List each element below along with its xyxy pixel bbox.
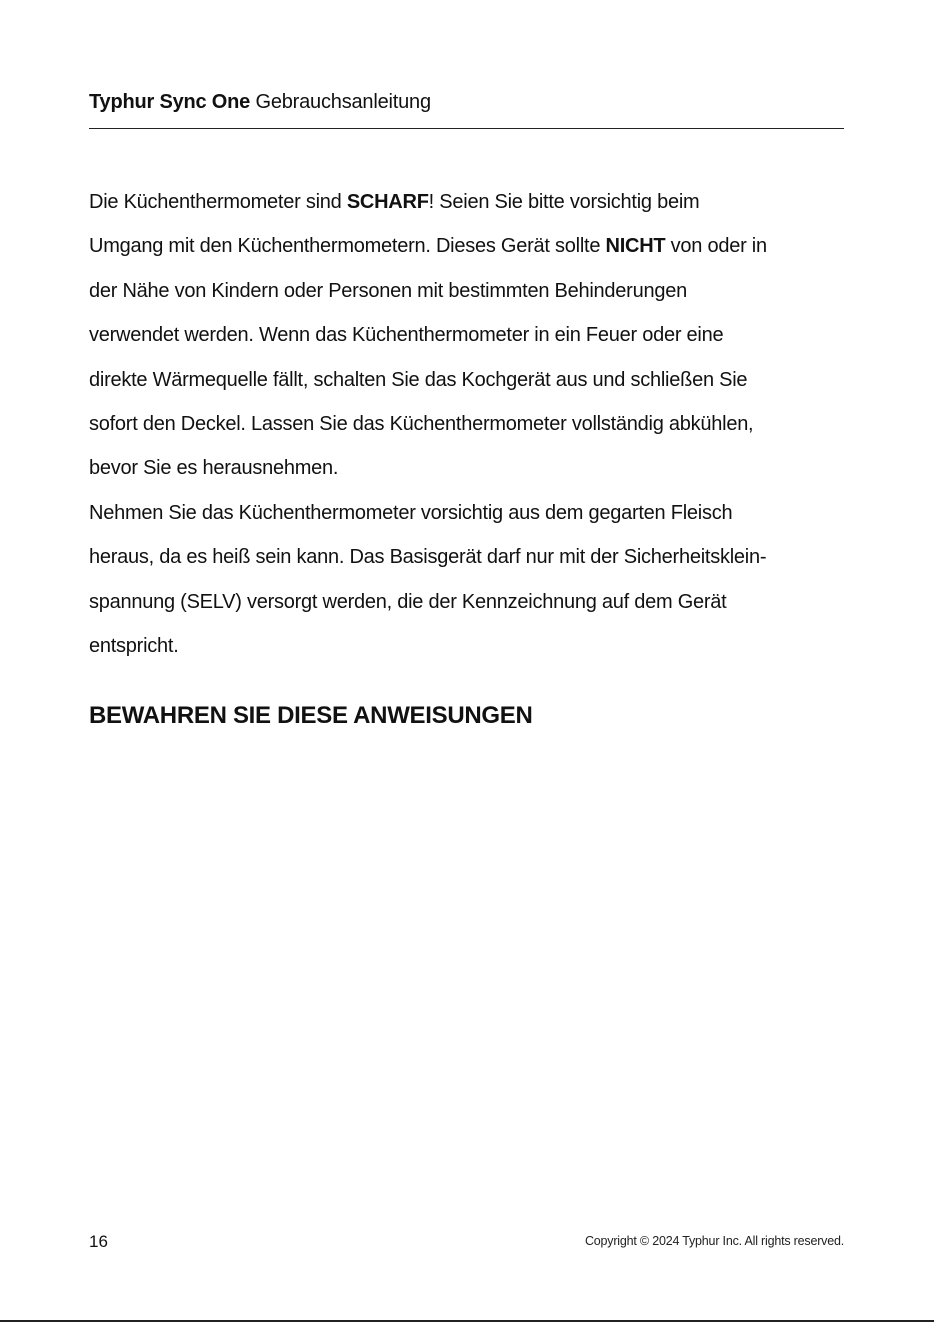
body-line: sofort den Deckel. Lassen Sie das Küchenthermometer vollständig abkühlen,	[89, 413, 754, 436]
body-line: Umgang mit den Küchenthermometern. Dieses Gerät sollte NICHT von oder in	[89, 235, 767, 258]
body-text	[89, 180, 849, 668]
emphasis-nicht: NICHT	[605, 235, 666, 258]
copyright-notice: Copyright © 2024 Typhur Inc. All rights reserved.	[584, 1234, 844, 1248]
page-header	[89, 88, 844, 129]
emphasis-scharf: SCHARF	[346, 191, 429, 213]
body-line: heraus, da es heiß sein kann. Das Basisgerät darf nur mit der Sicherheitsklein-	[89, 546, 767, 569]
body-line: Nehmen Sie das Küchenthermometer vorsichtig aus dem gegarten Fleisch	[89, 501, 733, 524]
page-number: 16	[89, 1232, 108, 1251]
body-line: entspricht.	[89, 635, 179, 658]
body-line: direkte Wärmequelle fällt, schalten Sie das Kochgerät aus und schließen Sie	[89, 368, 748, 391]
header-doc-type: Gebrauchsanleitung	[255, 91, 431, 113]
body-line: bevor Sie es herausnehmen.	[89, 457, 339, 480]
body-line: verwendet werden. Wenn das Küchenthermometer in ein Feuer oder eine	[89, 324, 724, 347]
bottom-divider	[0, 1320, 934, 1322]
section-heading: BEWAHREN SIE DIESE ANWEISUNGEN	[89, 702, 533, 729]
body-line: Die Küchenthermometer sind SCHARF! Seien Sie bitte vorsichtig beim	[89, 191, 700, 213]
body-line: der Nähe von Kindern oder Personen mit bestimmten Behinderungen	[89, 279, 687, 302]
body-line: spannung (SELV) versorgt werden, die der Kennzeichnung auf dem Gerät	[89, 590, 727, 613]
header-product-name: Typhur Sync One	[89, 91, 251, 113]
header-title	[89, 90, 431, 114]
